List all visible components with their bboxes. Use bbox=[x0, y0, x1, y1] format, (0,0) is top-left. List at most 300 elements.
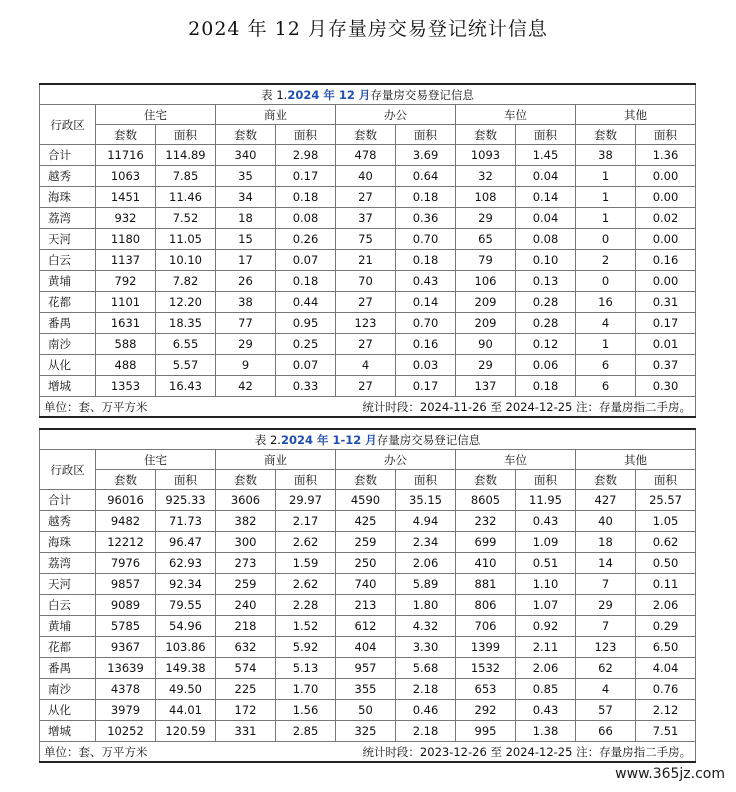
area-cell: 0.51 bbox=[516, 553, 576, 574]
count-cell: 1093 bbox=[456, 145, 516, 166]
area-cell: 7.51 bbox=[636, 721, 696, 742]
count-cell: 1532 bbox=[456, 658, 516, 679]
count-cell: 9 bbox=[216, 355, 276, 376]
count-cell: 632 bbox=[216, 637, 276, 658]
count-cell: 34 bbox=[216, 187, 276, 208]
table-row bbox=[40, 355, 696, 376]
caption-suffix: 存量房交易登记信息 bbox=[370, 87, 474, 102]
count-header: 套数 bbox=[216, 125, 276, 145]
area-cell: 5.89 bbox=[396, 574, 456, 595]
area-header: 面积 bbox=[516, 125, 576, 145]
count-cell: 7 bbox=[576, 616, 636, 637]
count-cell: 6 bbox=[576, 355, 636, 376]
count-cell: 9367 bbox=[96, 637, 156, 658]
count-cell: 1631 bbox=[96, 313, 156, 334]
count-cell: 331 bbox=[216, 721, 276, 742]
count-cell: 27 bbox=[336, 334, 396, 355]
table-row bbox=[40, 637, 696, 658]
count-header: 套数 bbox=[576, 470, 636, 490]
area-cell: 0.08 bbox=[276, 208, 336, 229]
count-cell: 932 bbox=[96, 208, 156, 229]
count-cell: 612 bbox=[336, 616, 396, 637]
district-name: 海珠 bbox=[40, 187, 96, 208]
table-row bbox=[40, 313, 696, 334]
area-cell: 0.18 bbox=[276, 271, 336, 292]
count-header: 套数 bbox=[216, 470, 276, 490]
count-cell: 18 bbox=[216, 208, 276, 229]
count-cell: 240 bbox=[216, 595, 276, 616]
area-cell: 4.04 bbox=[636, 658, 696, 679]
area-cell: 0.64 bbox=[396, 166, 456, 187]
area-cell: 0.07 bbox=[276, 250, 336, 271]
table-row bbox=[40, 616, 696, 637]
area-header: 面积 bbox=[276, 470, 336, 490]
group-header: 车位 bbox=[456, 450, 576, 470]
count-cell: 7976 bbox=[96, 553, 156, 574]
area-cell: 0.14 bbox=[396, 292, 456, 313]
count-cell: 340 bbox=[216, 145, 276, 166]
count-cell: 37 bbox=[336, 208, 396, 229]
count-cell: 9857 bbox=[96, 574, 156, 595]
area-cell: 0.18 bbox=[276, 187, 336, 208]
group-header: 商业 bbox=[216, 450, 336, 470]
count-cell: 70 bbox=[336, 271, 396, 292]
area-cell: 0.04 bbox=[516, 166, 576, 187]
district-name: 南沙 bbox=[40, 334, 96, 355]
table-caption bbox=[40, 429, 696, 450]
count-cell: 273 bbox=[216, 553, 276, 574]
area-header: 面积 bbox=[156, 470, 216, 490]
count-cell: 1101 bbox=[96, 292, 156, 313]
table-row bbox=[40, 532, 696, 553]
area-cell: 0.08 bbox=[516, 229, 576, 250]
area-cell: 0.16 bbox=[636, 250, 696, 271]
count-cell: 382 bbox=[216, 511, 276, 532]
table-row bbox=[40, 166, 696, 187]
district-name: 越秀 bbox=[40, 166, 96, 187]
area-cell: 6.50 bbox=[636, 637, 696, 658]
count-cell: 653 bbox=[456, 679, 516, 700]
area-cell: 1.07 bbox=[516, 595, 576, 616]
area-cell: 0.18 bbox=[516, 376, 576, 397]
count-cell: 740 bbox=[336, 574, 396, 595]
count-cell: 4 bbox=[576, 313, 636, 334]
area-cell: 2.18 bbox=[396, 721, 456, 742]
count-cell: 427 bbox=[576, 490, 636, 511]
area-cell: 7.85 bbox=[156, 166, 216, 187]
table-row bbox=[40, 553, 696, 574]
area-cell: 103.86 bbox=[156, 637, 216, 658]
area-cell: 0.43 bbox=[516, 511, 576, 532]
area-cell: 0.30 bbox=[636, 376, 696, 397]
count-cell: 232 bbox=[456, 511, 516, 532]
count-cell: 1353 bbox=[96, 376, 156, 397]
count-cell: 574 bbox=[216, 658, 276, 679]
area-header: 面积 bbox=[636, 470, 696, 490]
count-cell: 42 bbox=[216, 376, 276, 397]
district-name: 白云 bbox=[40, 250, 96, 271]
table-caption bbox=[40, 84, 696, 105]
area-cell: 0.01 bbox=[636, 334, 696, 355]
count-cell: 1451 bbox=[96, 187, 156, 208]
area-header: 面积 bbox=[396, 125, 456, 145]
area-cell: 0.06 bbox=[516, 355, 576, 376]
area-cell: 0.62 bbox=[636, 532, 696, 553]
count-cell: 66 bbox=[576, 721, 636, 742]
count-cell: 65 bbox=[456, 229, 516, 250]
group-header: 办公 bbox=[336, 105, 456, 125]
area-cell: 2.06 bbox=[516, 658, 576, 679]
area-cell: 11.05 bbox=[156, 229, 216, 250]
group-header: 办公 bbox=[336, 450, 456, 470]
area-cell: 44.01 bbox=[156, 700, 216, 721]
count-cell: 4 bbox=[576, 679, 636, 700]
table-row bbox=[40, 511, 696, 532]
count-cell: 32 bbox=[456, 166, 516, 187]
area-cell: 29.97 bbox=[276, 490, 336, 511]
area-cell: 1.38 bbox=[516, 721, 576, 742]
area-cell: 0.18 bbox=[396, 250, 456, 271]
count-cell: 108 bbox=[456, 187, 516, 208]
district-name: 增城 bbox=[40, 721, 96, 742]
district-name: 番禺 bbox=[40, 313, 96, 334]
count-cell: 40 bbox=[576, 511, 636, 532]
count-cell: 4590 bbox=[336, 490, 396, 511]
count-header: 套数 bbox=[96, 125, 156, 145]
area-cell: 0.17 bbox=[276, 166, 336, 187]
area-cell: 25.57 bbox=[636, 490, 696, 511]
table-row bbox=[40, 271, 696, 292]
count-cell: 75 bbox=[336, 229, 396, 250]
area-cell: 2.12 bbox=[636, 700, 696, 721]
district-name: 合计 bbox=[40, 490, 96, 511]
area-cell: 4.94 bbox=[396, 511, 456, 532]
caption-highlight: 2024 年 12 月 bbox=[287, 87, 371, 102]
count-cell: 1 bbox=[576, 208, 636, 229]
area-cell: 0.00 bbox=[636, 229, 696, 250]
area-cell: 1.56 bbox=[276, 700, 336, 721]
count-cell: 57 bbox=[576, 700, 636, 721]
count-cell: 16 bbox=[576, 292, 636, 313]
count-cell: 259 bbox=[216, 574, 276, 595]
area-cell: 1.05 bbox=[636, 511, 696, 532]
area-cell: 0.00 bbox=[636, 271, 696, 292]
area-cell: 0.17 bbox=[396, 376, 456, 397]
district-header: 行政区 bbox=[40, 105, 96, 145]
count-cell: 8605 bbox=[456, 490, 516, 511]
area-cell: 0.26 bbox=[276, 229, 336, 250]
area-cell: 0.85 bbox=[516, 679, 576, 700]
count-cell: 213 bbox=[336, 595, 396, 616]
count-cell: 1 bbox=[576, 166, 636, 187]
monthly-stats-table bbox=[39, 83, 696, 418]
count-cell: 1 bbox=[576, 334, 636, 355]
table-row bbox=[40, 490, 696, 511]
count-cell: 995 bbox=[456, 721, 516, 742]
count-cell: 881 bbox=[456, 574, 516, 595]
area-cell: 0.95 bbox=[276, 313, 336, 334]
count-cell: 300 bbox=[216, 532, 276, 553]
table-row bbox=[40, 376, 696, 397]
area-cell: 0.29 bbox=[636, 616, 696, 637]
table-row bbox=[40, 721, 696, 742]
count-cell: 4 bbox=[336, 355, 396, 376]
area-header: 面积 bbox=[396, 470, 456, 490]
area-cell: 120.59 bbox=[156, 721, 216, 742]
group-header: 其他 bbox=[576, 105, 696, 125]
area-cell: 92.34 bbox=[156, 574, 216, 595]
count-cell: 5785 bbox=[96, 616, 156, 637]
count-cell: 806 bbox=[456, 595, 516, 616]
area-cell: 7.82 bbox=[156, 271, 216, 292]
annual-stats-table bbox=[39, 428, 696, 763]
table-row bbox=[40, 700, 696, 721]
area-cell: 0.17 bbox=[636, 313, 696, 334]
area-cell: 1.45 bbox=[516, 145, 576, 166]
page-title: 2024 年 12 月存量房交易登记统计信息 bbox=[188, 18, 548, 40]
count-cell: 38 bbox=[216, 292, 276, 313]
count-cell: 792 bbox=[96, 271, 156, 292]
count-cell: 11716 bbox=[96, 145, 156, 166]
count-cell: 50 bbox=[336, 700, 396, 721]
count-header: 套数 bbox=[96, 470, 156, 490]
area-cell: 4.32 bbox=[396, 616, 456, 637]
group-header: 住宅 bbox=[96, 105, 216, 125]
area-cell: 0.25 bbox=[276, 334, 336, 355]
area-cell: 5.68 bbox=[396, 658, 456, 679]
unit-note: 单位：套、万平方米 bbox=[40, 742, 276, 763]
area-cell: 71.73 bbox=[156, 511, 216, 532]
area-cell: 2.18 bbox=[396, 679, 456, 700]
count-cell: 29 bbox=[456, 355, 516, 376]
area-cell: 1.70 bbox=[276, 679, 336, 700]
area-cell: 11.95 bbox=[516, 490, 576, 511]
table-row bbox=[40, 595, 696, 616]
count-header: 套数 bbox=[456, 125, 516, 145]
area-cell: 2.62 bbox=[276, 532, 336, 553]
count-cell: 90 bbox=[456, 334, 516, 355]
area-header: 面积 bbox=[636, 125, 696, 145]
count-cell: 2 bbox=[576, 250, 636, 271]
table-row bbox=[40, 208, 696, 229]
area-cell: 1.36 bbox=[636, 145, 696, 166]
count-cell: 588 bbox=[96, 334, 156, 355]
count-cell: 15 bbox=[216, 229, 276, 250]
area-cell: 1.59 bbox=[276, 553, 336, 574]
district-name: 花都 bbox=[40, 292, 96, 313]
count-cell: 225 bbox=[216, 679, 276, 700]
area-cell: 5.13 bbox=[276, 658, 336, 679]
district-header: 行政区 bbox=[40, 450, 96, 490]
area-cell: 96.47 bbox=[156, 532, 216, 553]
district-name: 越秀 bbox=[40, 511, 96, 532]
area-cell: 0.50 bbox=[636, 553, 696, 574]
area-cell: 2.28 bbox=[276, 595, 336, 616]
area-header: 面积 bbox=[516, 470, 576, 490]
table-row bbox=[40, 334, 696, 355]
count-cell: 478 bbox=[336, 145, 396, 166]
count-cell: 14 bbox=[576, 553, 636, 574]
count-cell: 26 bbox=[216, 271, 276, 292]
count-cell: 13639 bbox=[96, 658, 156, 679]
caption-highlight: 2024 年 1-12 月 bbox=[280, 432, 377, 447]
area-cell: 79.55 bbox=[156, 595, 216, 616]
table-row bbox=[40, 145, 696, 166]
area-cell: 0.04 bbox=[516, 208, 576, 229]
count-header: 套数 bbox=[336, 125, 396, 145]
count-cell: 10252 bbox=[96, 721, 156, 742]
area-cell: 0.33 bbox=[276, 376, 336, 397]
count-cell: 35 bbox=[216, 166, 276, 187]
table-row bbox=[40, 292, 696, 313]
district-name: 从化 bbox=[40, 355, 96, 376]
area-cell: 2.06 bbox=[636, 595, 696, 616]
count-cell: 12212 bbox=[96, 532, 156, 553]
count-cell: 77 bbox=[216, 313, 276, 334]
count-cell: 17 bbox=[216, 250, 276, 271]
area-cell: 2.62 bbox=[276, 574, 336, 595]
count-cell: 106 bbox=[456, 271, 516, 292]
district-name: 番禺 bbox=[40, 658, 96, 679]
count-cell: 27 bbox=[336, 187, 396, 208]
district-name: 从化 bbox=[40, 700, 96, 721]
count-cell: 18 bbox=[576, 532, 636, 553]
count-cell: 29 bbox=[456, 208, 516, 229]
district-name: 天河 bbox=[40, 229, 96, 250]
count-cell: 29 bbox=[576, 595, 636, 616]
area-cell: 0.28 bbox=[516, 313, 576, 334]
area-cell: 54.96 bbox=[156, 616, 216, 637]
area-cell: 0.36 bbox=[396, 208, 456, 229]
area-cell: 0.03 bbox=[396, 355, 456, 376]
count-cell: 4378 bbox=[96, 679, 156, 700]
count-cell: 410 bbox=[456, 553, 516, 574]
area-cell: 7.52 bbox=[156, 208, 216, 229]
count-cell: 96016 bbox=[96, 490, 156, 511]
area-cell: 0.43 bbox=[396, 271, 456, 292]
area-cell: 11.46 bbox=[156, 187, 216, 208]
count-cell: 209 bbox=[456, 313, 516, 334]
area-cell: 0.12 bbox=[516, 334, 576, 355]
area-cell: 0.13 bbox=[516, 271, 576, 292]
count-cell: 38 bbox=[576, 145, 636, 166]
area-cell: 0.70 bbox=[396, 229, 456, 250]
area-cell: 1.80 bbox=[396, 595, 456, 616]
area-cell: 0.02 bbox=[636, 208, 696, 229]
district-name: 天河 bbox=[40, 574, 96, 595]
district-name: 南沙 bbox=[40, 679, 96, 700]
caption-prefix: 表 1. bbox=[261, 87, 288, 102]
area-cell: 0.11 bbox=[636, 574, 696, 595]
count-cell: 957 bbox=[336, 658, 396, 679]
area-cell: 62.93 bbox=[156, 553, 216, 574]
area-cell: 0.18 bbox=[396, 187, 456, 208]
district-name: 荔湾 bbox=[40, 208, 96, 229]
area-cell: 149.38 bbox=[156, 658, 216, 679]
count-cell: 488 bbox=[96, 355, 156, 376]
count-cell: 706 bbox=[456, 616, 516, 637]
count-cell: 0 bbox=[576, 229, 636, 250]
period-note: 统计时段：2023-12-26 至 2024-12-25 注：存量房指二手房。 bbox=[276, 742, 696, 763]
area-cell: 1.52 bbox=[276, 616, 336, 637]
count-header: 套数 bbox=[576, 125, 636, 145]
count-cell: 1399 bbox=[456, 637, 516, 658]
district-name: 荔湾 bbox=[40, 553, 96, 574]
period-note: 统计时段：2024-11-26 至 2024-12-25 注：存量房指二手房。 bbox=[276, 397, 696, 418]
area-cell: 5.57 bbox=[156, 355, 216, 376]
count-cell: 27 bbox=[336, 376, 396, 397]
area-cell: 10.10 bbox=[156, 250, 216, 271]
district-name: 白云 bbox=[40, 595, 96, 616]
count-header: 套数 bbox=[456, 470, 516, 490]
count-cell: 259 bbox=[336, 532, 396, 553]
district-name: 黄埔 bbox=[40, 271, 96, 292]
table-row bbox=[40, 679, 696, 700]
area-cell: 6.55 bbox=[156, 334, 216, 355]
site-watermark: www.365jz.com bbox=[612, 766, 728, 782]
area-header: 面积 bbox=[156, 125, 216, 145]
count-cell: 425 bbox=[336, 511, 396, 532]
count-cell: 29 bbox=[216, 334, 276, 355]
count-cell: 1 bbox=[576, 187, 636, 208]
count-cell: 355 bbox=[336, 679, 396, 700]
area-cell: 0.10 bbox=[516, 250, 576, 271]
district-name: 花都 bbox=[40, 637, 96, 658]
district-name: 海珠 bbox=[40, 532, 96, 553]
count-cell: 3606 bbox=[216, 490, 276, 511]
area-cell: 5.92 bbox=[276, 637, 336, 658]
district-name: 合计 bbox=[40, 145, 96, 166]
area-cell: 12.20 bbox=[156, 292, 216, 313]
group-header: 住宅 bbox=[96, 450, 216, 470]
area-cell: 925.33 bbox=[156, 490, 216, 511]
area-cell: 0.92 bbox=[516, 616, 576, 637]
count-cell: 250 bbox=[336, 553, 396, 574]
count-cell: 123 bbox=[336, 313, 396, 334]
count-cell: 292 bbox=[456, 700, 516, 721]
group-header: 其他 bbox=[576, 450, 696, 470]
group-header: 商业 bbox=[216, 105, 336, 125]
area-cell: 35.15 bbox=[396, 490, 456, 511]
area-cell: 0.46 bbox=[396, 700, 456, 721]
area-cell: 16.43 bbox=[156, 376, 216, 397]
count-cell: 172 bbox=[216, 700, 276, 721]
caption-prefix: 表 2. bbox=[254, 432, 281, 447]
area-header: 面积 bbox=[276, 125, 336, 145]
count-cell: 137 bbox=[456, 376, 516, 397]
count-cell: 9482 bbox=[96, 511, 156, 532]
count-header: 套数 bbox=[336, 470, 396, 490]
count-cell: 27 bbox=[336, 292, 396, 313]
table-row bbox=[40, 250, 696, 271]
area-cell: 2.98 bbox=[276, 145, 336, 166]
count-cell: 218 bbox=[216, 616, 276, 637]
area-cell: 0.00 bbox=[636, 166, 696, 187]
area-cell: 2.34 bbox=[396, 532, 456, 553]
area-cell: 0.43 bbox=[516, 700, 576, 721]
district-name: 黄埔 bbox=[40, 616, 96, 637]
count-cell: 9089 bbox=[96, 595, 156, 616]
table-row bbox=[40, 187, 696, 208]
count-cell: 404 bbox=[336, 637, 396, 658]
unit-note: 单位：套、万平方米 bbox=[40, 397, 276, 418]
count-cell: 0 bbox=[576, 271, 636, 292]
count-cell: 325 bbox=[336, 721, 396, 742]
area-cell: 0.14 bbox=[516, 187, 576, 208]
count-cell: 7 bbox=[576, 574, 636, 595]
area-cell: 0.44 bbox=[276, 292, 336, 313]
count-cell: 79 bbox=[456, 250, 516, 271]
